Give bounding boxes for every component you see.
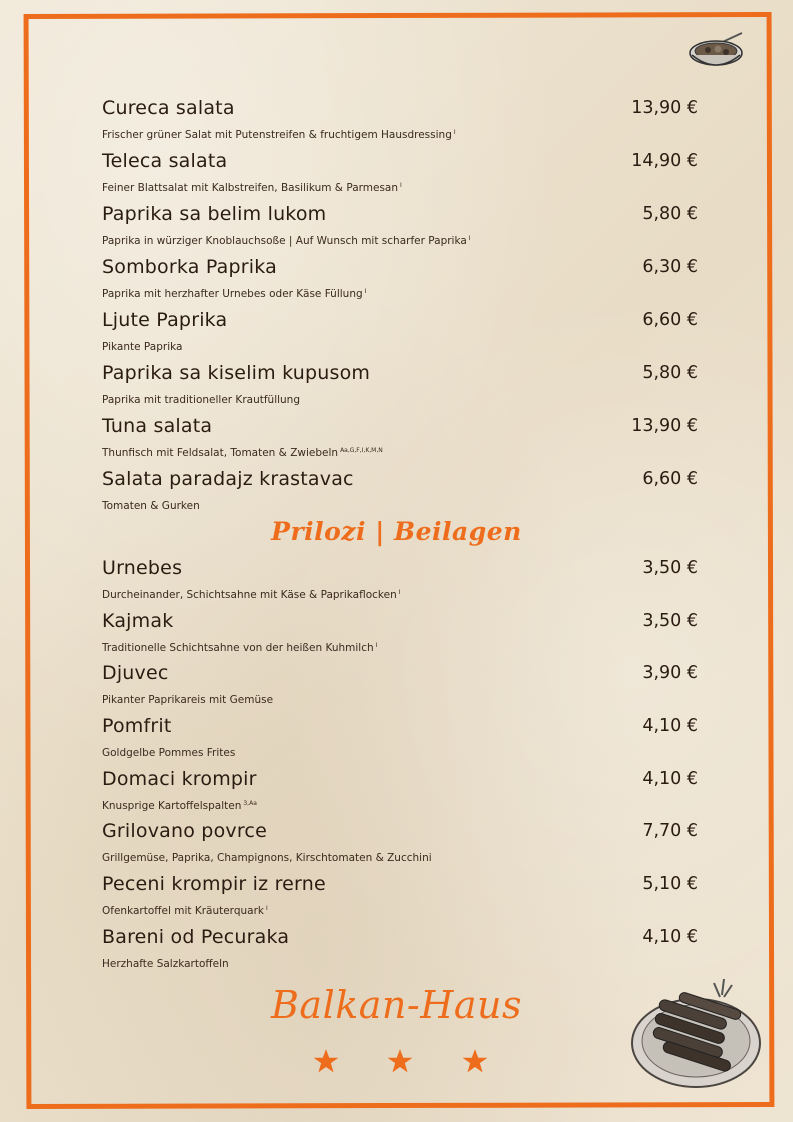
item-name: Bareni od Pecuraka [102, 926, 290, 948]
item-description: Feiner Blattsalat mit Kalbstreifen, Basilikum & Parmesan $^I$ [102, 182, 402, 194]
item-name: Paprika sa kiselim kupusom [102, 362, 371, 384]
item-name: Somborka Paprika [102, 256, 277, 278]
item-description: Goldgelbe Pommes Frites [102, 747, 236, 759]
item-description: Paprika mit herzhafter Urnebes oder Käse Füllung $^I$ [102, 288, 367, 300]
item-price: 3,90 € [642, 663, 698, 683]
star-icon [313, 1048, 339, 1074]
item-description: Thunfisch mit Feldsalat, Tomaten & Zwiebeln $^{Aa,G,F,I,K,M,N}$ [102, 447, 383, 459]
item-description: Ofenkartoffel mit Kräuterquark $^I$ [102, 905, 268, 917]
item-price: 5,80 € [642, 363, 698, 383]
item-name: Cureca salata [102, 97, 235, 119]
item-name: Teleca salata [102, 150, 228, 172]
item-price: 5,10 € [642, 874, 698, 894]
item-description: Paprika in würziger Knoblauchsoße | Auf Wunsch mit scharfer Paprika $^I$ [102, 235, 471, 247]
item-description: Durcheinander, Schichtsahne mit Käse & Paprikaflocken $^I$ [102, 589, 401, 601]
item-name: Djuvec [102, 662, 169, 684]
item-description: Paprika mit traditioneller Krautfüllung [102, 394, 301, 406]
item-description: Traditionelle Schichtsahne von der heißen Kuhmilch $^I$ [102, 642, 378, 654]
item-name: Kajmak [102, 610, 174, 632]
item-name: Urnebes [102, 557, 183, 579]
item-description: Tomaten & Gurken [102, 500, 200, 512]
item-name: Domaci krompir [102, 768, 257, 790]
item-name: Salata paradajz krastavac [102, 468, 354, 490]
item-price: 14,90 € [631, 151, 698, 171]
rating-stars [310, 1048, 490, 1078]
item-name: Pomfrit [102, 715, 172, 737]
brand-name: Balkan-Haus [271, 983, 522, 1027]
item-description: Pikante Paprika [102, 341, 183, 353]
item-price: 3,50 € [642, 558, 698, 578]
item-description: Knusprige Kartoffelspalten $^{3,Aa}$ [102, 800, 257, 812]
item-price: 13,90 € [631, 416, 698, 436]
item-description: Grillgemüse, Paprika, Champignons, Kirschtomaten & Zucchini [102, 852, 432, 864]
star-icon [462, 1048, 488, 1074]
item-price: 4,10 € [642, 716, 698, 736]
item-name: Tuna salata [102, 415, 213, 437]
item-name: Grilovano povrce [102, 820, 267, 842]
cevapi-plate-icon [628, 973, 764, 1093]
star-icon [387, 1048, 413, 1074]
item-price: 6,30 € [642, 257, 698, 277]
item-price: 7,70 € [642, 821, 698, 841]
item-price: 6,60 € [642, 469, 698, 489]
item-price: 6,60 € [642, 310, 698, 330]
item-price: 4,10 € [642, 769, 698, 789]
section-title-sides: Prilozi | Beilagen [271, 517, 522, 546]
item-price: 5,80 € [642, 204, 698, 224]
item-name: Peceni krompir iz rerne [102, 873, 326, 895]
salad-bowl-icon [686, 31, 746, 77]
item-price: 3,50 € [642, 611, 698, 631]
item-price: 13,90 € [631, 98, 698, 118]
item-description: Herzhafte Salzkartoffeln [102, 958, 229, 970]
item-name: Paprika sa belim lukom [102, 203, 327, 225]
item-description: Pikanter Paprikareis mit Gemüse [102, 694, 274, 706]
item-price: 4,10 € [642, 927, 698, 947]
item-description: Frischer grüner Salat mit Putenstreifen & fruchtigem Hausdressing $^I$ [102, 129, 456, 141]
item-name: Ljute Paprika [102, 309, 228, 331]
